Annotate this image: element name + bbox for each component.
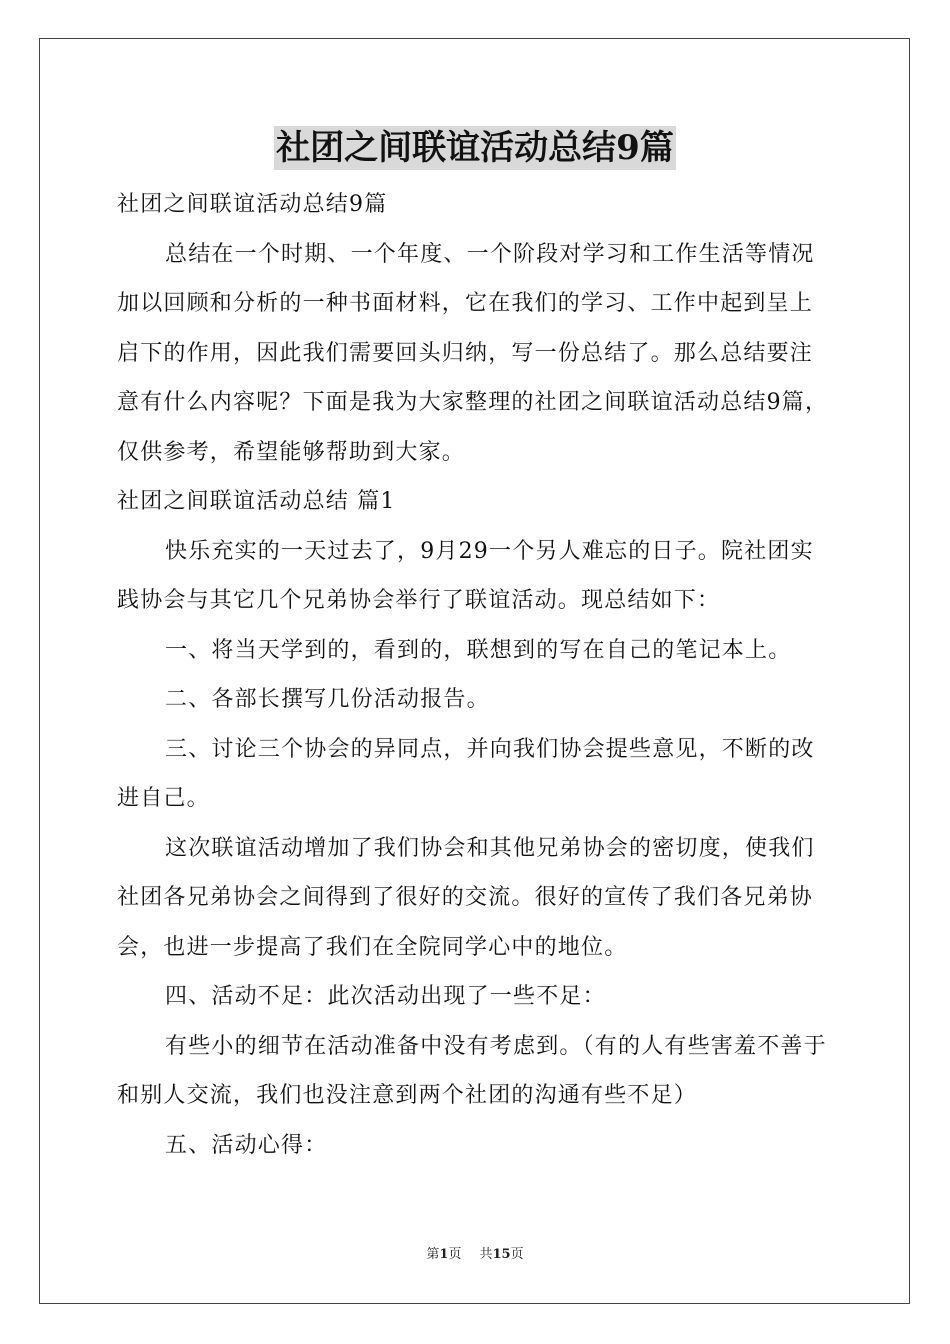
title-area: [0, 126, 950, 170]
document-body: [117, 180, 835, 1170]
paragraph-subtitle: 社团之间联谊活动总结9篇: [117, 192, 388, 217]
document-title: 社团之间联谊活动总结9篇: [276, 128, 674, 168]
paragraph-intro: 总结在一个时期、一个年度、一个阶段对学习和工作生活等情况加以回顾和分析的一种书面材料，它在我们的学习、工作中起到呈上启下的作用，因此我们需要回头归纳，写一份总结了。那么总结要注意有什么内容呢？下面是我为大家整理的社团之间联谊活动总结9篇，仅供参考，希望能够帮助到大家。: [117, 241, 829, 465]
section-heading: 社团之间联谊活动总结 篇1: [117, 489, 396, 514]
list-item: 四、活动不足：此次活动出现了一些不足：: [165, 984, 606, 1009]
list-item: 二、各部长撰写几份活动报告。: [165, 687, 490, 712]
paragraph: 有些小的细节在活动准备中没有考虑到。（有的人有些害羞不善于和别人交流，我们也没注意到两个社团的沟通有些不足）: [117, 1033, 827, 1108]
total-pages: 15: [492, 1247, 511, 1262]
page-footer: [0, 1246, 950, 1264]
total-suffix: 页: [510, 1247, 524, 1262]
page-number: 1: [439, 1247, 449, 1262]
paragraph: 这次联谊活动增加了我们协会和其他兄弟协会的密切度，使我们社团各兄弟协会之间得到了很好的交流。很好的宣传了我们各兄弟协会，也进一步提高了我们在全院同学心中的地位。: [117, 835, 815, 960]
list-item: 五、活动心得：: [165, 1132, 328, 1158]
paragraph: 快乐充实的一天过去了，9月29一个另人难忘的日子。院社团实践协会与其它几个兄弟协会举行了联谊活动。现总结如下：: [117, 538, 814, 613]
page-suffix: 页: [448, 1247, 462, 1262]
page-prefix: 第: [426, 1247, 440, 1262]
list-item: 三、讨论三个协会的异同点，并向我们协会提些意见，不断的改进自己。: [117, 736, 815, 811]
list-item: 一、将当天学到的，看到的，联想到的写在自己的笔记本上。: [165, 637, 792, 663]
total-prefix: 共: [479, 1247, 493, 1262]
